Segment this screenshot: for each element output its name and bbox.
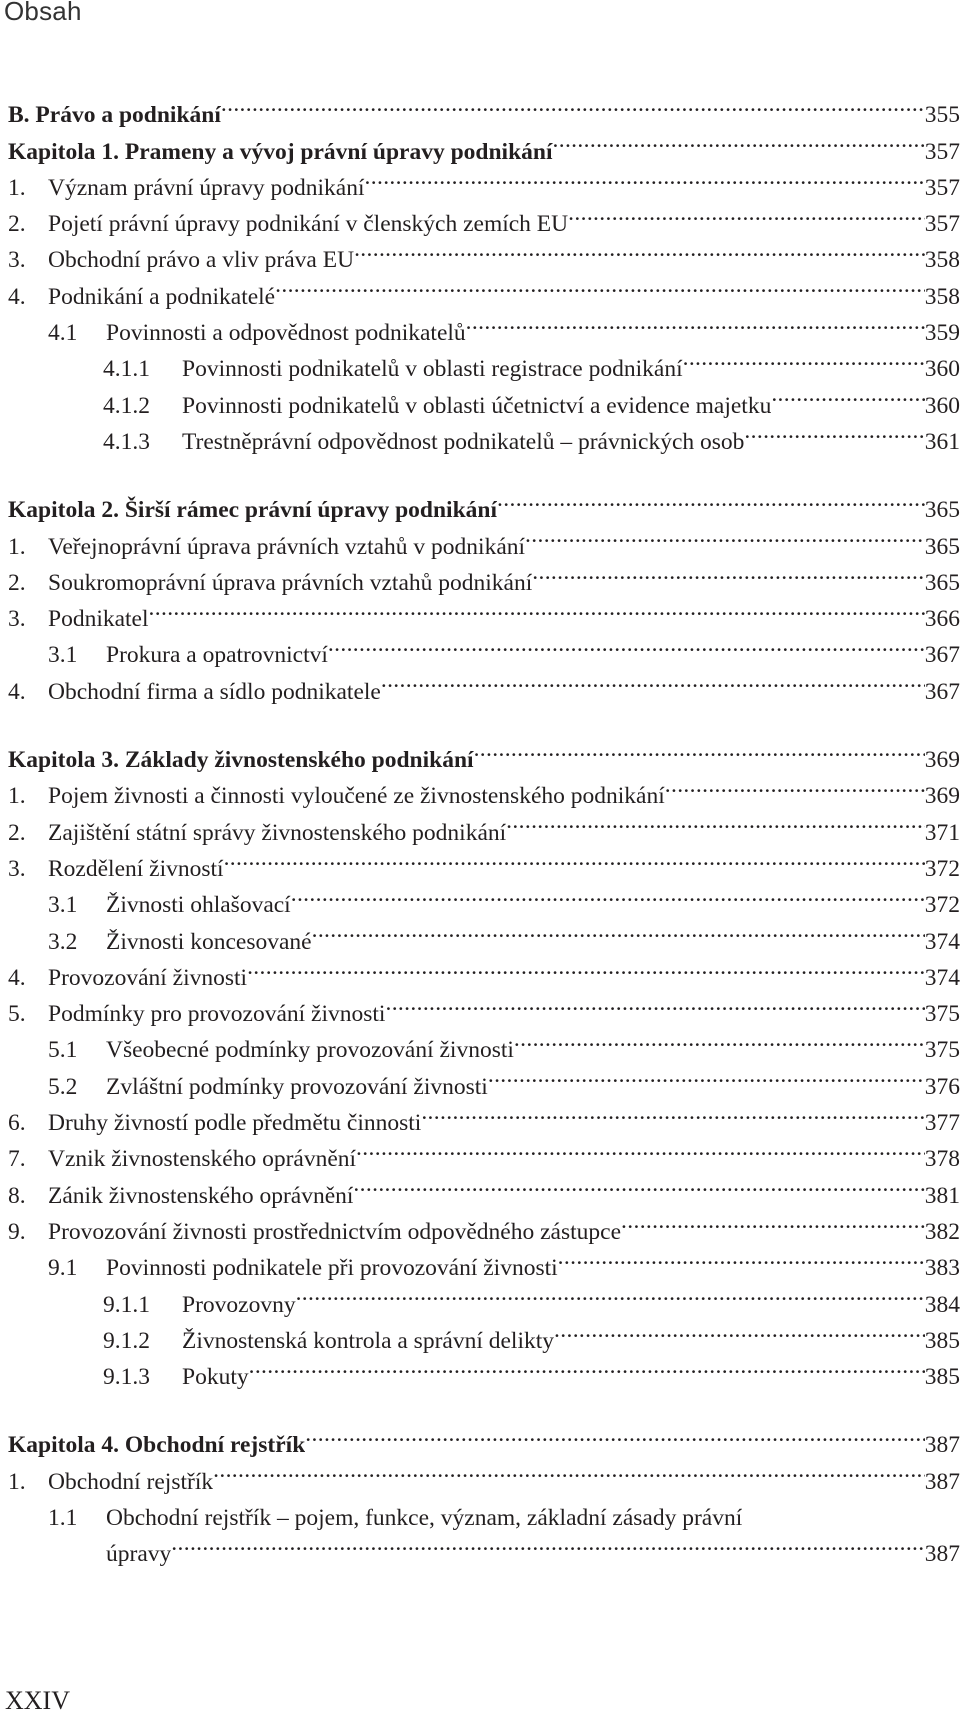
toc-entry-title: Povinnosti podnikatelů v oblasti účetnictví a evidence majetku	[182, 392, 772, 419]
toc-entry-title: Prokura a opatrovnictví	[106, 642, 328, 669]
toc-leader-dots	[381, 662, 925, 698]
toc-entry-number: 3.	[8, 247, 26, 274]
toc-entry-title: Povinnosti podnikatelů v oblasti registrace podnikání	[182, 356, 683, 383]
toc-entry-title: Kapitola 2. Širší rámec právní úpravy podnikání	[8, 497, 498, 524]
toc-entry-title: Obchodní rejstřík – pojem, funkce, význam, základní zásady právní	[106, 1504, 743, 1531]
toc-chapter-entry	[8, 481, 960, 524]
toc-leader-dots	[558, 1239, 925, 1275]
toc-chapter-entry	[8, 1416, 960, 1459]
toc-entry-page: 387	[924, 1468, 960, 1495]
toc-leader-dots	[621, 1203, 925, 1239]
toc-leader-dots	[568, 195, 925, 231]
toc-entry-title: Druhy živností podle předmětu činnosti	[48, 1110, 422, 1137]
toc-entry-number: 2.	[8, 569, 26, 596]
toc-entry-title: Provozování živnosti prostřednictvím odpovědného zástupce	[48, 1218, 622, 1245]
toc-entry-page: 384	[924, 1291, 960, 1318]
toc-entry-page: 375	[924, 1037, 960, 1064]
toc-entry-title: Pojetí právní úpravy podnikání v členských zemích EU	[48, 211, 569, 238]
page-number: XXIV	[5, 1686, 70, 1715]
toc-entry-page: 357	[924, 211, 960, 238]
toc-leader-dots	[665, 767, 925, 803]
toc-leader-dots	[771, 376, 924, 412]
toc-entry-title: Veřejnoprávní úprava právních vztahů v podnikání	[48, 533, 526, 560]
toc-entry-page: 361	[924, 428, 960, 455]
toc-leader-dots	[353, 1166, 924, 1202]
toc-entry-title: B. Právo a podnikání	[8, 102, 221, 129]
toc-entry-title: Soukromoprávní úprava právních vztahů podnikání	[48, 569, 533, 596]
toc-entry-number: 4.1.2	[103, 392, 150, 419]
toc-entry	[8, 626, 960, 669]
toc-leader-dots	[213, 1452, 925, 1488]
toc-entry-title: Povinnosti podnikatele při provozování živnosti	[106, 1255, 558, 1282]
toc-leader-dots	[354, 231, 925, 267]
toc-entry-page: 385	[924, 1364, 960, 1391]
toc-entry-page: 355	[924, 102, 960, 129]
toc-leader-dots	[247, 949, 925, 985]
toc-leader-dots	[554, 1312, 925, 1348]
toc-entry-title: Kapitola 4. Obchodní rejstřík	[8, 1432, 306, 1459]
toc-entry-title: Rozdělení živností	[48, 855, 224, 882]
toc-entry-title: Zajištění státní správy živnostenského podnikání	[48, 819, 507, 846]
toc-entry-number: 8.	[8, 1182, 26, 1209]
toc-chapter-entry	[8, 731, 960, 774]
toc-leader-dots	[744, 413, 924, 449]
toc-entry-page: 382	[924, 1218, 960, 1245]
toc-entry-title: Pojem živnosti a činnosti vyloučené ze živnostenského podnikání	[48, 783, 665, 810]
toc-entry-page: 365	[924, 533, 960, 560]
toc-leader-dots	[171, 1525, 924, 1561]
toc-entry-number: 3.2	[48, 928, 78, 955]
toc-entry-title: úpravy	[106, 1541, 172, 1568]
toc-entry-title: Povinnosti a odpovědnost podnikatelů	[106, 320, 466, 347]
toc-entry-page: 381	[924, 1182, 960, 1209]
toc-entry-number: 5.2	[48, 1073, 78, 1100]
toc-leader-dots	[275, 267, 925, 303]
toc-leader-dots	[305, 1416, 924, 1452]
toc-entry-title: Vznik živnostenského oprávnění	[48, 1146, 357, 1173]
toc-leader-dots	[553, 122, 925, 158]
toc-entry-page: 369	[924, 783, 960, 810]
toc-entry-number: 9.	[8, 1218, 26, 1245]
toc-entry-title: Význam právní úpravy podnikání	[48, 174, 365, 201]
toc-entry-page: 358	[924, 283, 960, 310]
toc-entry-page: 377	[924, 1110, 960, 1137]
toc-entry-page: 360	[924, 392, 960, 419]
toc-entry-page: 357	[924, 174, 960, 201]
toc-leader-dots	[149, 590, 925, 626]
toc-entry-number: 4.	[8, 283, 26, 310]
toc-entry-title: Zvláštní podmínky provozování živnosti	[106, 1073, 488, 1100]
toc-leader-dots	[514, 1021, 925, 1057]
toc-leader-dots	[683, 340, 925, 376]
toc-entry-page: 369	[924, 747, 960, 774]
toc-leader-dots	[365, 159, 925, 195]
toc-entry-number: 5.1	[48, 1037, 78, 1064]
toc-leader-dots	[742, 1489, 960, 1525]
toc-entry-page: 357	[924, 138, 960, 165]
toc-entry-title: Podmínky pro provozování živnosti	[48, 1001, 386, 1028]
toc-chapter-entry	[8, 86, 960, 129]
toc-entry-page: 387	[924, 1541, 960, 1568]
toc-entry-title: Provozovny	[182, 1291, 296, 1318]
toc-entry-number: 3.1	[48, 642, 78, 669]
toc-entry-page: 376	[924, 1073, 960, 1100]
toc-entry-number: 4.	[8, 964, 26, 991]
toc-entry	[8, 590, 960, 633]
toc-entry-title: Živnosti ohlašovací	[106, 892, 291, 919]
toc-entry-number: 1.	[8, 174, 26, 201]
toc-leader-dots	[497, 481, 925, 517]
toc-entry-number: 3.	[8, 606, 26, 633]
toc-entry-number: 1.	[8, 1468, 26, 1495]
toc-entry-title: Podnikání a podnikatelé	[48, 283, 276, 310]
toc-entry-title: Pokuty	[182, 1364, 249, 1391]
toc-entry-title: Živnosti koncesované	[106, 928, 312, 955]
toc-entry-page: 365	[924, 569, 960, 596]
toc-entry-number: 4.1.3	[103, 428, 150, 455]
toc-leader-dots	[385, 985, 924, 1021]
toc-leader-dots	[296, 1275, 925, 1311]
toc-entry-page: 371	[924, 819, 960, 846]
toc-leader-dots	[506, 803, 925, 839]
toc-entry-number: 4.	[8, 678, 26, 705]
toc-entry-number: 3.	[8, 855, 26, 882]
page-header-title: Obsah	[4, 0, 82, 26]
table-of-contents	[8, 86, 960, 1593]
toc-entry-page: 383	[924, 1255, 960, 1282]
toc-entry-number: 3.1	[48, 892, 78, 919]
toc-entry-page: 366	[924, 606, 960, 633]
toc-entry-page: 385	[924, 1327, 960, 1354]
toc-entry-page: 358	[924, 247, 960, 274]
toc-entry-page: 374	[924, 964, 960, 991]
toc-entry-title: Provozování živnosti	[48, 964, 248, 991]
toc-entry-title: Obchodní firma a sídlo podnikatele	[48, 678, 381, 705]
toc-leader-dots	[221, 86, 925, 122]
toc-leader-dots	[488, 1057, 925, 1093]
toc-entry-number: 2.	[8, 819, 26, 846]
toc-section	[8, 481, 960, 705]
toc-section	[8, 1416, 960, 1568]
toc-entry-title: Trestněprávní odpovědnost podnikatelů – právnických osob	[182, 428, 745, 455]
toc-leader-dots	[249, 1348, 925, 1384]
toc-leader-dots	[466, 304, 925, 340]
toc-section	[8, 731, 960, 1391]
toc-entry-title: Zánik živnostenského oprávnění	[48, 1182, 354, 1209]
toc-leader-dots	[474, 731, 925, 767]
toc-entry-title: Obchodní rejstřík	[48, 1468, 214, 1495]
toc-leader-dots	[312, 912, 925, 948]
toc-section	[8, 86, 960, 455]
toc-entry-page: 372	[924, 855, 960, 882]
toc-leader-dots	[532, 554, 925, 590]
toc-entry-number: 9.1.3	[103, 1364, 150, 1391]
toc-entry-page: 387	[924, 1432, 960, 1459]
toc-leader-dots	[328, 626, 925, 662]
toc-entry-page: 367	[924, 678, 960, 705]
toc-entry-title: Všeobecné podmínky provozování živnosti	[106, 1037, 514, 1064]
toc-entry-number: 6.	[8, 1110, 26, 1137]
toc-entry-page: 359	[924, 320, 960, 347]
toc-entry-title: Kapitola 3. Základy živnostenského podnikání	[8, 747, 474, 774]
toc-leader-dots	[421, 1094, 924, 1130]
toc-entry-title: Živnostenská kontrola a správní delikty	[182, 1327, 555, 1354]
toc-entry-number: 9.1.2	[103, 1327, 150, 1354]
toc-entry-title: Obchodní právo a vliv práva EU	[48, 247, 355, 274]
toc-entry-page: 360	[924, 356, 960, 383]
toc-leader-dots	[291, 876, 925, 912]
toc-entry-number: 4.1.1	[103, 356, 150, 383]
toc-leader-dots	[525, 517, 925, 553]
toc-entry-title: Kapitola 1. Prameny a vývoj právní úpravy podnikání	[8, 138, 553, 165]
toc-entry-number: 2.	[8, 211, 26, 238]
toc-entry-title: Podnikatel	[48, 606, 149, 633]
toc-entry-page: 367	[924, 642, 960, 669]
toc-entry-number: 1.	[8, 783, 26, 810]
toc-entry-page: 375	[924, 1001, 960, 1028]
toc-leader-dots	[224, 840, 925, 876]
toc-entry-number: 4.1	[48, 320, 78, 347]
toc-entry-number: 9.1.1	[103, 1291, 150, 1318]
toc-entry-number: 5.	[8, 1001, 26, 1028]
toc-entry-page: 378	[924, 1146, 960, 1173]
toc-entry-page: 374	[924, 928, 960, 955]
toc-entry-page: 372	[924, 892, 960, 919]
toc-entry-number: 1.1	[48, 1504, 78, 1531]
toc-entry-number: 1.	[8, 533, 26, 560]
toc-entry-number: 9.1	[48, 1255, 78, 1282]
toc-entry-number: 7.	[8, 1146, 26, 1173]
toc-leader-dots	[356, 1130, 925, 1166]
toc-entry-page: 365	[924, 497, 960, 524]
